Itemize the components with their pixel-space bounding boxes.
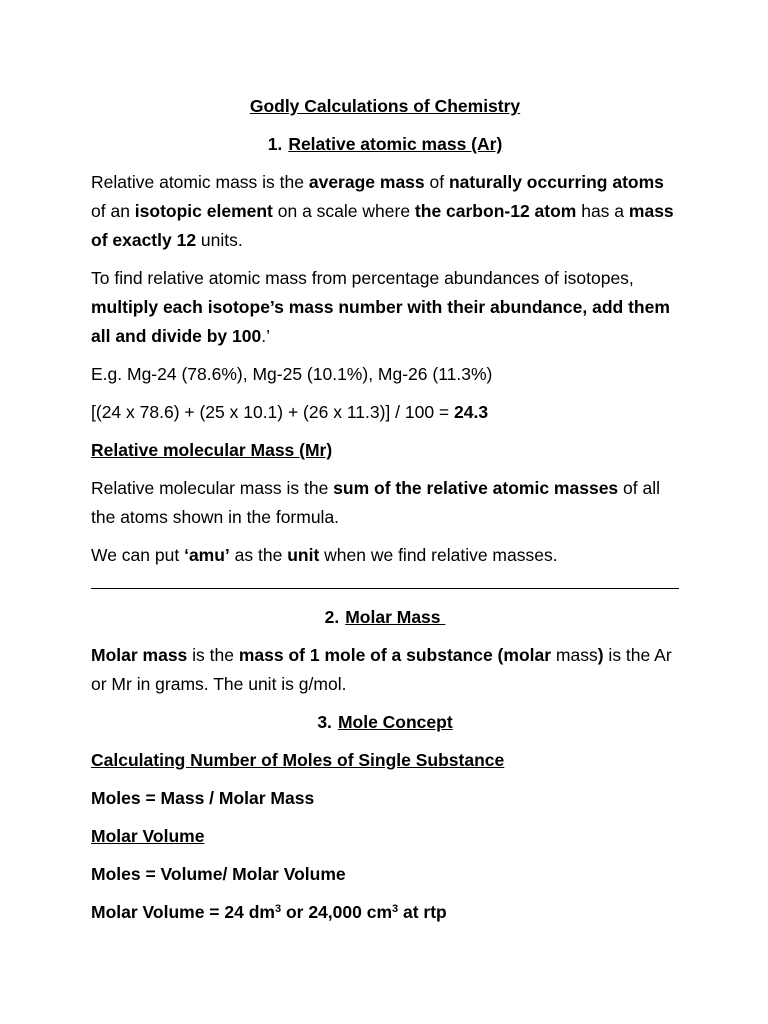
text-run: Relative atomic mass is the (91, 172, 309, 192)
section-1-title: Relative atomic mass (Ar) (288, 134, 503, 154)
text-run: or 24,000 cm (281, 902, 392, 922)
ar-definition-paragraph (91, 168, 679, 255)
bold-run: naturally occurring atoms (448, 172, 664, 192)
subheading-text: Calculating Number of Moles of Single Substance (91, 750, 505, 770)
amu-paragraph (91, 541, 679, 570)
bold-run: mass of exactly 12 (91, 201, 674, 250)
molar-mass-paragraph (91, 641, 679, 699)
text-run: has a (576, 201, 629, 221)
mr-definition-paragraph (91, 474, 679, 532)
text-run: as the (229, 545, 288, 565)
moles-volume-formula: Moles = Volume/ Molar Volume (91, 864, 346, 884)
superscript: 3 (392, 903, 399, 915)
subheading-text: Molar Volume (91, 826, 205, 846)
text-run: at rtp (398, 902, 447, 922)
title-text: Godly Calculations of Chemistry (249, 96, 521, 116)
text-run: of (424, 172, 449, 192)
moles-single-substance-heading (91, 746, 679, 775)
section-3-title: Mole Concept (337, 712, 453, 732)
bold-run: mass of 1 mole of a substance (molar (238, 645, 552, 665)
bold-run: the carbon-12 atom (414, 201, 577, 221)
text-run: of all the atoms shown in the formula. (91, 478, 660, 527)
section-1-number: 1. (267, 134, 283, 154)
text-run: .’ (261, 326, 270, 346)
text-run: of an (91, 201, 135, 221)
text-run: when we find relative masses. (319, 545, 558, 565)
section-2-title: Molar Mass (345, 607, 446, 627)
molar-volume-value (91, 898, 679, 927)
text-run: We can put (91, 545, 185, 565)
bold-run: ‘amu’ (184, 545, 230, 565)
text-run: Relative molecular mass is the (91, 478, 334, 498)
example-line: E.g. Mg-24 (78.6%), Mg-25 (10.1%), Mg-26 (11.3%) (91, 364, 493, 384)
text-run: Molar Volume = 24 dm (91, 902, 275, 922)
section-2-number: 2. (324, 607, 340, 627)
document-title (91, 92, 679, 121)
document-page (91, 92, 679, 936)
section-2-heading (91, 603, 679, 632)
bold-run: unit (287, 545, 320, 565)
mr-heading (91, 436, 679, 465)
bold-run: multiply each isotope’s mass number with their abundance, add them all and divide by 100 (91, 297, 670, 346)
bold-run: Molar mass (91, 645, 188, 665)
section-3-heading (91, 708, 679, 737)
calc-result: 24.3 (454, 402, 489, 422)
text-run: mass (551, 645, 598, 665)
text-run: is the Ar or Mr in grams. The unit is g/mol. (91, 645, 672, 694)
text-run: is the (187, 645, 239, 665)
section-1-heading (91, 130, 679, 159)
molar-volume-heading (91, 822, 679, 851)
section-3-number: 3. (317, 712, 332, 732)
bold-run: isotopic element (134, 201, 273, 221)
text-run: units. (196, 230, 243, 250)
text-run: To find relative atomic mass from percentage abundances of isotopes, (91, 268, 634, 288)
moles-mass-formula: Moles = Mass / Molar Mass (91, 788, 315, 808)
superscript: 3 (274, 903, 282, 915)
ar-method-paragraph (91, 264, 679, 351)
calc-expression: [(24 x 78.6) + (25 x 10.1) + (26 x 11.3)] / 100 = (91, 402, 455, 422)
bold-run: sum of the relative atomic masses (333, 478, 619, 498)
text-run: on a scale where (272, 201, 415, 221)
calculation-line (91, 398, 679, 427)
mr-heading-text: Relative molecular Mass (Mr) (91, 440, 333, 460)
bold-run: average mass (308, 172, 425, 192)
bold-run: ) (597, 645, 604, 665)
horizontal-divider (91, 588, 679, 589)
